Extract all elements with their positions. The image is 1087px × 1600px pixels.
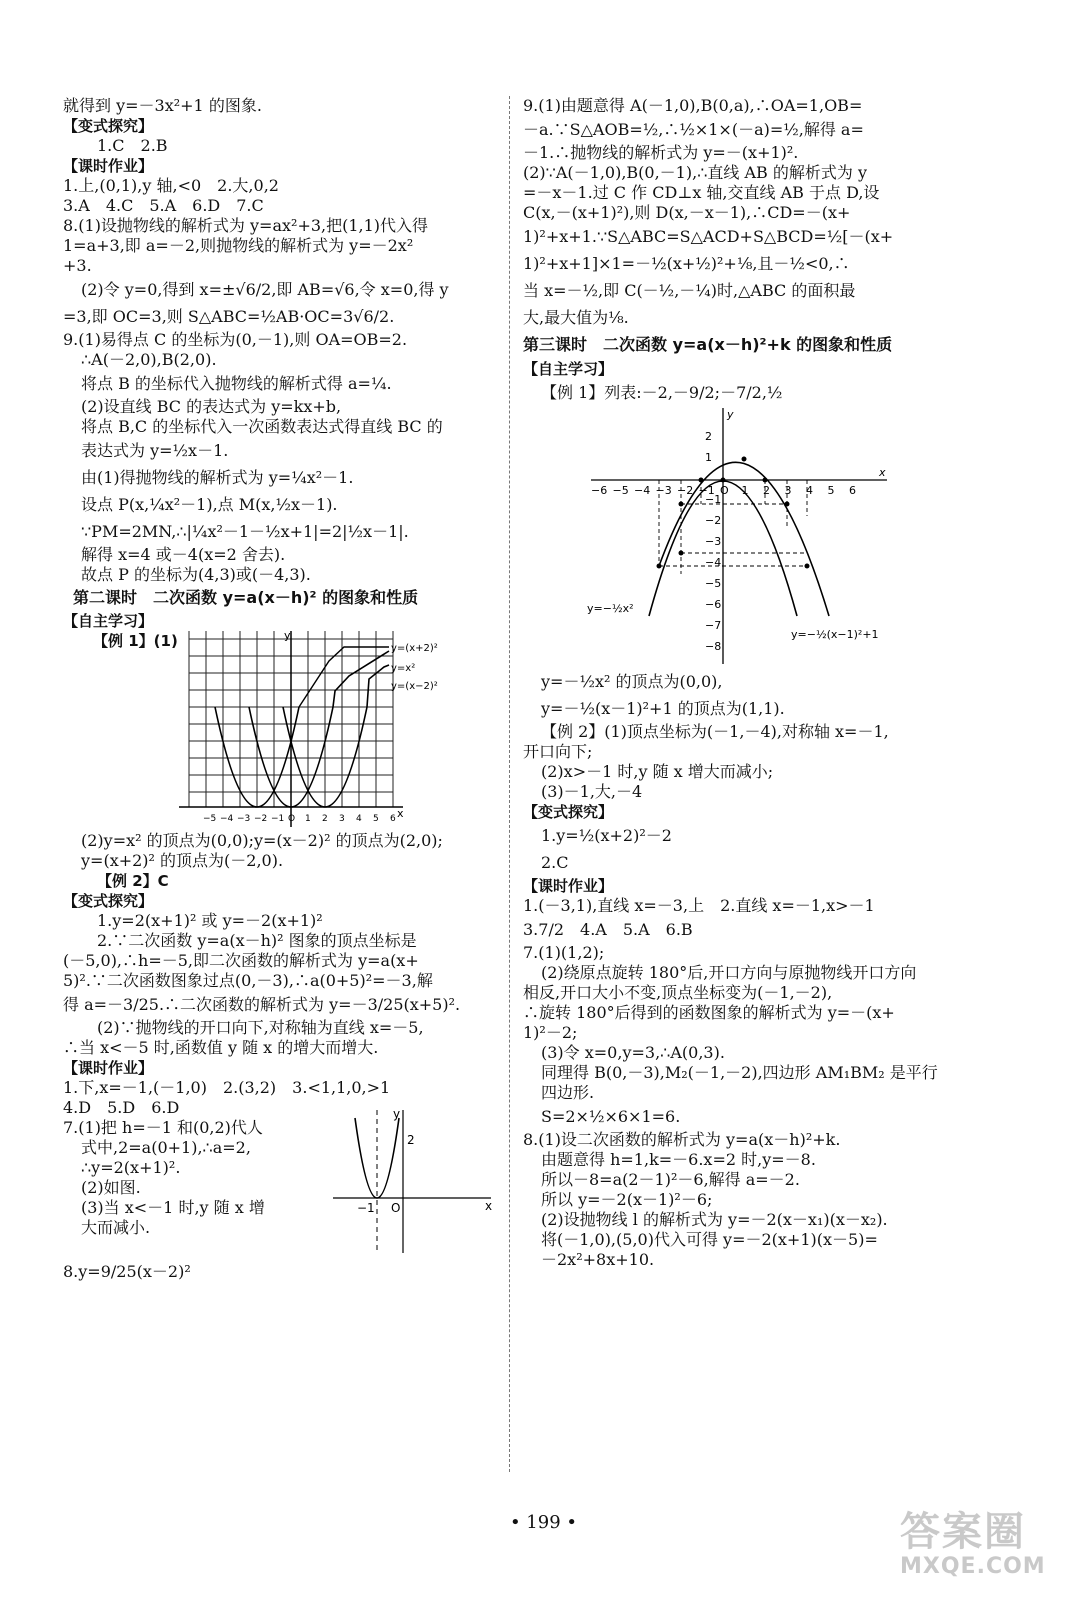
tick-label: −4	[634, 484, 651, 497]
tick-label: 5	[373, 814, 379, 824]
legend-label: y=(x+2)²	[391, 643, 438, 654]
text-line: ∴A(－2,0),B(2,0).	[81, 350, 217, 369]
tick-label: −5	[203, 814, 217, 824]
left-column	[63, 96, 495, 1285]
tick-label: 2	[322, 814, 328, 824]
curve-x-minus-2-squared	[283, 665, 389, 807]
parabola-translation-graph	[179, 631, 495, 831]
origin-label: O	[391, 1201, 401, 1215]
text-line: (2)设直线 BC 的表达式为 y=kx+b,	[81, 397, 342, 416]
text-line: (3)－1,大,－4	[541, 782, 643, 801]
text-line: 解得 x=4 或－4(x=2 舍去).	[81, 545, 286, 564]
text-line: (3)令 x=0,y=3,∴A(0,3).	[541, 1043, 725, 1062]
text-line: 大而减小.	[81, 1218, 151, 1237]
watermark-text: 答案圈	[900, 1509, 1026, 1555]
text-line: 8.(1)设抛物线的解析式为 y=ax²+3,把(1,1)代入得	[63, 216, 429, 235]
text-line: =－x－1.过 C 作 CD⊥x 轴,交直线 AB 于点 D,设	[523, 183, 880, 202]
y-axis-label: y	[284, 631, 291, 642]
text-line: 得 a=－3/25.∴二次函数的解析式为 y=－3/25(x+5)².	[63, 995, 461, 1014]
tick-label: −6	[591, 484, 608, 497]
text-line: 4.D 5.D 6.D	[63, 1098, 180, 1117]
text-line: (2)x>－1 时,y 随 x 增大而减小;	[541, 762, 774, 781]
tick-label: −6	[705, 598, 722, 611]
tick-label: −1	[271, 814, 285, 824]
tick-label: 2	[407, 1133, 415, 1147]
text-line: 1)²+x+1]×1=－½(x+½)²+⅛,且－½<0,∴	[523, 254, 850, 273]
page-number: • 199 •	[509, 1512, 578, 1533]
text-line: (2)∵A(－1,0),B(0,－1),∴直线 AB 的解析式为 y	[523, 163, 867, 182]
text-line: 同理得 B(0,－3),M₂(－1,－2),四边形 AM₁BM₂ 是平行	[541, 1063, 938, 1082]
curve-label: y=−½x²	[587, 602, 634, 615]
text-line: 当 x=－½,即 C(－½,－¼)时,△ABC 的面积最	[523, 281, 856, 300]
text-line: 将点 B 的坐标代入抛物线的解析式得 a=¼.	[81, 374, 392, 393]
example1-block	[63, 631, 495, 831]
section-heading: 【课时作业】	[523, 877, 614, 895]
section-heading: 【变式探究】	[63, 117, 154, 135]
example1-graph-block	[523, 406, 968, 668]
section-heading: 【变式探究】	[523, 803, 614, 821]
text-line: 1.y=½(x+2)²－2	[541, 826, 672, 845]
tick-label: 6	[849, 484, 856, 497]
tick-label: 4	[356, 814, 362, 824]
text-line: 8.(1)设二次函数的解析式为 y=a(x－h)²+k.	[523, 1130, 841, 1149]
watermark-logo	[900, 1510, 1070, 1588]
example-label: 【例 2】C	[97, 872, 169, 890]
text-line: 开口向下;	[523, 742, 593, 761]
example-label: 【例 1】(1)	[93, 632, 178, 650]
text-line: y=(x+2)² 的顶点为(－2,0).	[81, 851, 284, 870]
tick-label: 2	[763, 484, 770, 497]
text-line: (3)当 x<－1 时,y 随 x 增	[81, 1198, 265, 1217]
answer-line: 1.C 2.B	[97, 136, 168, 155]
section-heading: 【课时作业】	[63, 157, 154, 175]
tick-label: O	[288, 814, 296, 824]
tick-label: 3	[784, 484, 792, 497]
parabola-comparison-graph	[587, 406, 917, 668]
legend-label: y=x²	[391, 663, 416, 674]
text-line: 故点 P 的坐标为(4,3)或(－4,3).	[81, 565, 311, 584]
tick-label: −1	[357, 1201, 375, 1215]
text-line: (2)∵抛物线的开口向下,对称轴为直线 x=－5,	[97, 1018, 424, 1037]
text-line: －2x²+8x+10.	[541, 1250, 655, 1269]
right-column	[523, 96, 968, 1270]
column-divider	[509, 96, 510, 1472]
text-line: 由(1)得抛物线的解析式为 y=¼x²－1.	[81, 468, 354, 487]
text-line: 设点 P(x,¼x²－1),点 M(x,½x－1).	[81, 495, 338, 514]
text-line: (2)y=x² 的顶点为(0,0);y=(x－2)² 的顶点为(2,0);	[81, 831, 443, 850]
text-line: 3.7/2 4.A 5.A 6.B	[523, 920, 693, 939]
text-line: 7.(1)(1,2);	[523, 943, 605, 962]
curve-x-squared	[249, 651, 389, 807]
text-line: 1.y=2(x+1)² 或 y=－2(x+1)²	[97, 911, 323, 930]
text-line: 9.(1)易得点 C 的坐标为(0,－1),则 OA=OB=2.	[63, 330, 408, 349]
tick-label: −8	[705, 640, 722, 653]
text-line: 1=a+3,即 a=－2,则抛物线的解析式为 y=－2x²	[63, 236, 414, 255]
watermark-url: MXQE.COM	[900, 1554, 1046, 1579]
lesson-title: 第三课时 二次函数 y=a(x－h)²+k 的图象和性质	[523, 335, 893, 354]
tick-label: 3	[339, 814, 345, 824]
tick-label: −7	[705, 619, 722, 632]
problem7-block	[63, 1108, 495, 1258]
legend-label: y=(x−2)²	[391, 681, 438, 692]
text-line: ∴旋转 180°后得到的函数图象的解析式为 y=－(x+	[523, 1003, 895, 1022]
section-heading: 【自主学习】	[63, 612, 154, 630]
text-line: 大,最大值为⅛.	[523, 308, 629, 327]
text-line: 2.∵二次函数 y=a(x－h)² 图象的顶点坐标是	[97, 931, 417, 950]
text-line: 由题意得 h=1,k=－6.x=2 时,y=－8.	[541, 1150, 816, 1169]
text-line: (2)设抛物线 l 的解析式为 y=－2(x－x₁)(x－x₂).	[541, 1210, 888, 1229]
tick-label: 2	[705, 430, 712, 443]
text-line: 四边形.	[541, 1083, 595, 1102]
tick-label: −4	[220, 814, 234, 824]
text-line: C(x,－(x+1)²),则 D(x,－x－1),∴CD=－(x+	[523, 203, 851, 222]
section-heading: 【自主学习】	[523, 360, 614, 378]
text-line: (2)绕原点旋转 180°后,开口方向与原抛物线开口方向	[541, 963, 917, 982]
tick-label: 5	[827, 484, 835, 497]
text-line: 将点 B,C 的坐标代入一次函数表达式得直线 BC 的	[81, 417, 443, 436]
section-heading: 【变式探究】	[63, 892, 154, 910]
x-axis-label: x	[485, 1199, 493, 1213]
text-line: －1.∴抛物线的解析式为 y=－(x+1)².	[523, 143, 799, 162]
text-line: －a.∵S△AOB=½,∴½×1×(－a)=½,解得 a=	[523, 120, 864, 139]
text-line: 将(－1,0),(5,0)代入可得 y=－2(x+1)(x－5)=	[541, 1230, 878, 1249]
tick-label: 4	[806, 484, 813, 497]
example-label: 【例 1】列表:－2,－9/2;－7/2,½	[541, 383, 783, 402]
text-line: 式中,2=a(0+1),∴a=2,	[81, 1138, 251, 1157]
text-line: +3.	[63, 256, 92, 275]
curve-label: y=−½(x−1)²+1	[791, 628, 879, 641]
text-line: 所以－8=a(2－1)²－6,解得 a=－2.	[541, 1170, 800, 1189]
text-line: ∵PM=2MN,∴|¼x²－1－½x+1|=2|½x－1|.	[81, 522, 409, 541]
text-line: 就得到 y=－3x²+1 的图象.	[63, 96, 262, 115]
tick-label: −5	[705, 577, 722, 590]
text-line: ∴当 x<－5 时,函数值 y 随 x 的增大而增大.	[63, 1038, 379, 1057]
y-axis-label: y	[727, 408, 734, 421]
text-line: 5)².∵二次函数图象过点(0,－3),∴a(0+5)²=－3,解	[63, 971, 433, 990]
text-line: 【例 2】(1)顶点坐标为(－1,－4),对称轴 x=－1,	[541, 722, 889, 741]
x-axis-label: x	[879, 466, 886, 479]
tick-label: O	[720, 484, 729, 497]
text-line: 表达式为 y=½x－1.	[81, 441, 229, 460]
text-line: 8.y=9/25(x－2)²	[63, 1262, 191, 1281]
text-line: 所以 y=－2(x－1)²－6;	[541, 1190, 713, 1209]
tick-label: −2	[705, 514, 722, 527]
tick-label: −4	[705, 556, 722, 569]
section-heading: 【课时作业】	[63, 1059, 154, 1077]
y-axis-label: y	[393, 1108, 401, 1121]
problem7-parabola-graph	[333, 1108, 495, 1258]
tick-label: −1	[698, 484, 715, 497]
tick-label: 1	[741, 484, 749, 497]
text-line: 1.下,x=－1,(－1,0) 2.(3,2) 3.<1,1,0,>1	[63, 1078, 391, 1097]
text-line: y=－½(x－1)²+1 的顶点为(1,1).	[541, 699, 785, 718]
text-line: 9.(1)由题意得 A(－1,0),B(0,a),∴OA=1,OB=	[523, 96, 863, 115]
tick-label: 1	[705, 451, 712, 464]
x-axis-label: x	[397, 807, 404, 820]
tick-label: 1	[305, 814, 311, 824]
text-line: 1)²+x+1.∵S△ABC=S△ACD+S△BCD=½[－(x+	[523, 227, 894, 246]
text-line: =3,即 OC=3,则 S△ABC=½AB·OC=3√6/2.	[63, 307, 395, 326]
text-line: y=－½x² 的顶点为(0,0),	[541, 672, 723, 691]
tick-label: −5	[612, 484, 629, 497]
text-line: 1.上,(0,1),y 轴,<0 2.大,0,2	[63, 176, 279, 195]
text-line: 1.(－3,1),直线 x=－3,上 2.直线 x=－1,x>－1	[523, 896, 875, 915]
tick-label: −2	[677, 484, 694, 497]
tick-label: −3	[655, 484, 672, 497]
text-line: 7.(1)把 h=－1 和(0,2)代人	[63, 1118, 263, 1137]
lesson-title: 第二课时 二次函数 y=a(x－h)² 的图象和性质	[73, 588, 419, 607]
tick-label: −3	[237, 814, 251, 824]
text-line: ∴y=2(x+1)².	[81, 1158, 181, 1177]
text-line: 1)²－2;	[523, 1023, 578, 1042]
text-line: (2)令 y=0,得到 x=±√6/2,即 AB=√6,令 x=0,得 y	[81, 280, 449, 299]
tick-label: −2	[254, 814, 268, 824]
text-line: (2)如图.	[81, 1178, 141, 1197]
text-line: S=2×½×6×1=6.	[541, 1107, 681, 1126]
text-line: 2.C	[541, 853, 569, 872]
text-line: (－5,0),∴h=－5,即二次函数的解析式为 y=a(x+	[63, 951, 419, 970]
tick-label: 6	[390, 814, 396, 824]
text-line: 相反,开口大小不变,顶点坐标变为(－1,－2),	[523, 983, 833, 1002]
tick-label: −3	[705, 535, 722, 548]
text-line: 3.A 4.C 5.A 6.D 7.C	[63, 196, 264, 215]
tick-label: −1	[705, 493, 722, 506]
